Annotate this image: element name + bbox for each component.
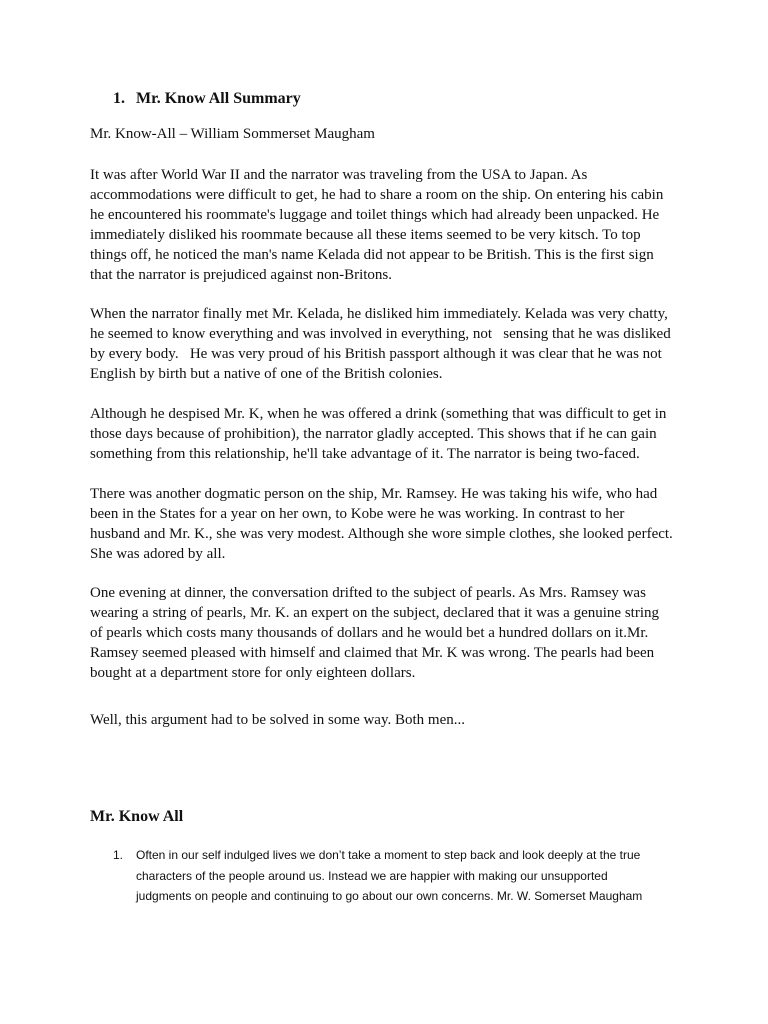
paragraph-line: Ramsey seemed pleased with himself and claimed that Mr. K was wrong. The pearls had been: [90, 645, 655, 661]
paragraph-1: [90, 165, 690, 285]
paragraph-line: been in the States for a year on her own, to Kobe were he was working. In contrast to her: [90, 506, 625, 522]
paragraph-line: Although he despised Mr. K, when he was offered a drink (something that was difficult to get in: [90, 406, 667, 422]
paragraph-line: husband and Mr. K., she was very modest. Although she wore simple clothes, she looked perfect.: [90, 526, 673, 542]
list-item-line: judgments on people and continuing to go about our own concerns. Mr. W. Somerset Maugham: [136, 889, 643, 903]
paragraph-5: [90, 583, 690, 683]
list-number: 1.: [113, 848, 124, 862]
paragraph-line: One evening at dinner, the conversation drifted to the subject of pearls. As Mrs. Ramsey was: [90, 585, 646, 601]
section-heading-2: Mr. Know All: [90, 808, 184, 825]
paragraph-4: [90, 484, 690, 564]
heading-text: Mr. Know All Summary: [136, 90, 301, 107]
paragraph-2: [90, 304, 690, 384]
paragraph-line: wearing a string of pearls, Mr. K. an expert on the subject, declared that it was a genuine string: [90, 605, 659, 621]
paragraph-line: When the narrator finally met Mr. Kelada, he disliked him immediately. Kelada was very chatty,: [90, 306, 668, 322]
paragraph-6: [90, 710, 690, 730]
list-item-line: Often in our self indulged lives we don’t take a moment to step back and look deeply at the true: [136, 848, 641, 862]
paragraph-line: immediately disliked his roommate because all these items seemed to be very kitsch. To top: [90, 227, 641, 243]
paragraph-line: he encountered his roommate's luggage and toilet things which had already been unpacked. He: [90, 207, 660, 223]
document-subtitle: Mr. Know-All – William Sommerset Maugham: [90, 126, 375, 142]
paragraph-line: There was another dogmatic person on the ship, Mr. Ramsey. He was taking his wife, who had: [90, 486, 658, 502]
paragraph-line: It was after World War II and the narrator was traveling from the USA to Japan. As: [90, 167, 588, 183]
list-item-line: characters of the people around us. Instead we are happier with making our unsupported: [136, 868, 608, 883]
paragraph-line: he seemed to know everything and was involved in everything, not sensing that he was disliked: [90, 326, 671, 342]
list-item: [136, 845, 716, 907]
paragraph-line: that the narrator is prejudiced against non-Britons.: [90, 267, 392, 283]
paragraph-line: things off, he noticed the man's name Kelada did not appear to be British. This is the first sign: [90, 247, 654, 263]
paragraph-line: She was adored by all.: [90, 546, 226, 562]
paragraph-line: those days because of prohibition), the narrator gladly accepted. This shows that if he can gain: [90, 426, 657, 442]
paragraph-line: Well, this argument had to be solved in some way. Both men...: [90, 712, 465, 728]
heading-number: 1.: [113, 90, 125, 107]
paragraph-line: bought at a department store for only eighteen dollars.: [90, 665, 416, 681]
paragraph-line: something from this relationship, he'll take advantage of it. The narrator is being two-faced.: [90, 446, 640, 462]
paragraph-line: by every body. He was very proud of his British passport although it was clear that he was not: [90, 346, 662, 362]
paragraph-3: [90, 404, 690, 464]
paragraph-line: English by birth but a native of one of the British colonies.: [90, 366, 443, 382]
paragraph-line: of pearls which costs many thousands of dollars and he would bet a hundred dollars on it.Mr.: [90, 625, 649, 641]
section-heading: [113, 90, 301, 108]
paragraph-line: accommodations were difficult to get, he had to share a room on the ship. On entering his cabin: [90, 187, 664, 203]
